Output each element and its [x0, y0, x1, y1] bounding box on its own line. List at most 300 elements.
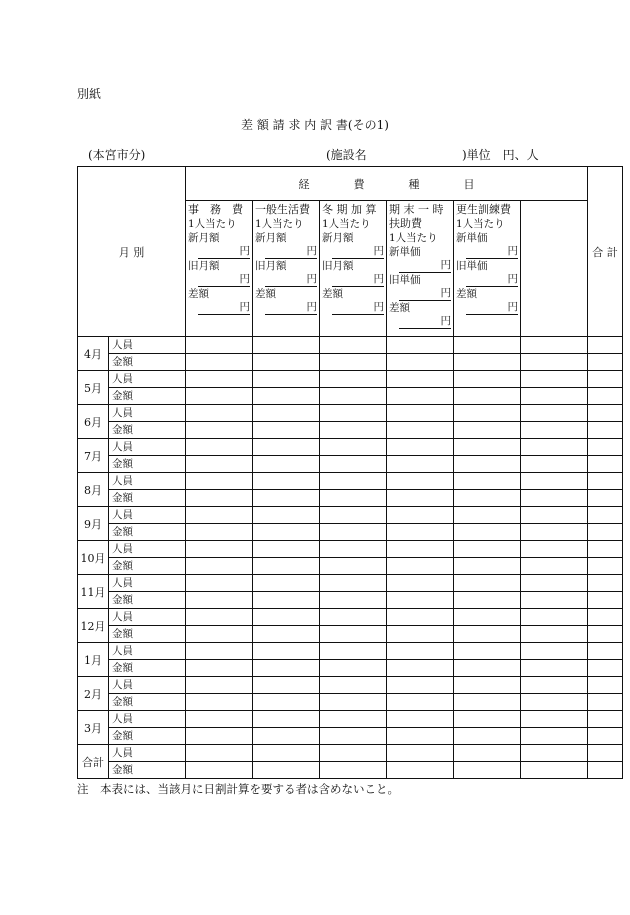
breakdown-table: [77, 166, 623, 779]
data-cell[interactable]: [253, 643, 320, 660]
expense-title: 冬 期 加 算: [322, 203, 377, 216]
table-row: [78, 388, 623, 405]
data-cell[interactable]: [588, 558, 623, 575]
month-label: 12月: [78, 609, 109, 643]
table-row: [78, 762, 623, 779]
data-cell[interactable]: [521, 711, 588, 728]
data-cell[interactable]: [454, 524, 521, 541]
yen-line: 円: [198, 301, 250, 315]
data-cell[interactable]: [521, 626, 588, 643]
data-cell[interactable]: [521, 660, 588, 677]
table-row: [78, 643, 623, 660]
month-label: 8月: [78, 473, 109, 507]
city-label: (本宮市分): [88, 148, 146, 162]
data-cell[interactable]: [387, 694, 454, 711]
table-row: [78, 592, 623, 609]
data-cell[interactable]: [253, 626, 320, 643]
amount-label: 金額: [109, 728, 186, 745]
month-label: 5月: [78, 371, 109, 405]
data-cell[interactable]: [320, 677, 387, 694]
data-cell[interactable]: [253, 337, 320, 354]
new-amount-label: 新月額: [188, 232, 220, 244]
data-cell[interactable]: [253, 592, 320, 609]
data-cell[interactable]: [253, 677, 320, 694]
data-cell[interactable]: [387, 592, 454, 609]
data-cell[interactable]: [521, 677, 588, 694]
month-label: 合計: [78, 745, 109, 779]
data-cell[interactable]: [387, 677, 454, 694]
data-cell[interactable]: [253, 524, 320, 541]
data-cell[interactable]: [521, 507, 588, 524]
people-label: 人員: [109, 643, 186, 660]
people-label: 人員: [109, 541, 186, 558]
data-cell[interactable]: [186, 405, 253, 422]
amount-label: 金額: [109, 660, 186, 677]
data-cell[interactable]: [320, 558, 387, 575]
data-cell[interactable]: [588, 677, 623, 694]
data-cell[interactable]: [387, 660, 454, 677]
table-row: [78, 422, 623, 439]
expense-column-2: [320, 201, 387, 337]
data-cell[interactable]: [387, 643, 454, 660]
table-row: [78, 626, 623, 643]
data-cell[interactable]: [454, 354, 521, 371]
per-person-label: 1人当たり: [255, 218, 304, 230]
data-cell[interactable]: [454, 405, 521, 422]
data-cell[interactable]: [320, 354, 387, 371]
data-cell[interactable]: [387, 609, 454, 626]
data-cell[interactable]: [253, 405, 320, 422]
data-cell[interactable]: [320, 388, 387, 405]
table-row: [78, 490, 623, 507]
table-row: [78, 507, 623, 524]
month-label: 7月: [78, 439, 109, 473]
table-row: [78, 609, 623, 626]
data-cell[interactable]: [588, 575, 623, 592]
amount-label: 金額: [109, 558, 186, 575]
data-cell[interactable]: [186, 558, 253, 575]
data-cell[interactable]: [320, 456, 387, 473]
data-cell[interactable]: [253, 541, 320, 558]
data-cell[interactable]: [253, 456, 320, 473]
yen-line: 円: [399, 259, 451, 273]
data-cell[interactable]: [454, 677, 521, 694]
data-cell[interactable]: [521, 745, 588, 762]
people-label: 人員: [109, 677, 186, 694]
data-cell[interactable]: [186, 388, 253, 405]
amount-label: 金額: [109, 592, 186, 609]
data-cell[interactable]: [454, 643, 521, 660]
old-amount-label: 旧単価: [456, 260, 488, 272]
old-amount-label: 旧月額: [188, 260, 220, 272]
amount-label: 金額: [109, 388, 186, 405]
data-cell[interactable]: [253, 609, 320, 626]
data-cell[interactable]: [521, 541, 588, 558]
expense-column-blank: [521, 201, 588, 337]
data-cell[interactable]: [253, 762, 320, 779]
data-cell[interactable]: [454, 660, 521, 677]
data-cell[interactable]: [320, 626, 387, 643]
data-cell[interactable]: [320, 422, 387, 439]
data-cell[interactable]: [387, 490, 454, 507]
data-cell[interactable]: [320, 592, 387, 609]
data-cell[interactable]: [454, 762, 521, 779]
amount-label: 金額: [109, 626, 186, 643]
data-cell[interactable]: [186, 575, 253, 592]
data-cell[interactable]: [521, 405, 588, 422]
data-cell[interactable]: [521, 592, 588, 609]
data-cell[interactable]: [387, 439, 454, 456]
month-label: 3月: [78, 711, 109, 745]
old-amount-label: 旧月額: [322, 260, 354, 272]
data-cell[interactable]: [186, 592, 253, 609]
data-cell[interactable]: [521, 337, 588, 354]
expense-column-0: [186, 201, 253, 337]
data-cell[interactable]: [186, 711, 253, 728]
data-cell[interactable]: [521, 558, 588, 575]
people-label: 人員: [109, 711, 186, 728]
data-cell[interactable]: [320, 524, 387, 541]
data-cell[interactable]: [588, 524, 623, 541]
yen-line: 円: [198, 245, 250, 259]
data-cell[interactable]: [387, 575, 454, 592]
data-cell[interactable]: [454, 575, 521, 592]
data-cell[interactable]: [320, 371, 387, 388]
data-cell[interactable]: [454, 337, 521, 354]
month-label: 1月: [78, 643, 109, 677]
people-label: 人員: [109, 371, 186, 388]
data-cell[interactable]: [588, 473, 623, 490]
data-cell[interactable]: [588, 405, 623, 422]
month-label: 6月: [78, 405, 109, 439]
data-cell[interactable]: [454, 694, 521, 711]
table-row: [78, 728, 623, 745]
data-cell[interactable]: [521, 643, 588, 660]
data-cell[interactable]: [521, 439, 588, 456]
data-cell[interactable]: [454, 728, 521, 745]
data-cell[interactable]: [387, 337, 454, 354]
per-person-label: 1人当たり: [188, 218, 237, 230]
data-cell[interactable]: [320, 337, 387, 354]
data-cell[interactable]: [387, 354, 454, 371]
data-cell[interactable]: [186, 371, 253, 388]
expense-title: 一般生活費: [255, 203, 310, 216]
difference-label: 差額: [188, 288, 209, 300]
month-label: 11月: [78, 575, 109, 609]
data-cell[interactable]: [454, 473, 521, 490]
table-row: [78, 405, 623, 422]
new-amount-label: 新単価: [456, 232, 488, 244]
data-cell[interactable]: [253, 354, 320, 371]
data-cell[interactable]: [387, 405, 454, 422]
unit-label: )単位 円、人: [462, 148, 539, 162]
data-cell[interactable]: [588, 762, 623, 779]
table-row: [78, 677, 623, 694]
yen-line: 円: [399, 315, 451, 329]
data-cell[interactable]: [454, 371, 521, 388]
data-cell[interactable]: [521, 354, 588, 371]
new-amount-label: 新月額: [322, 232, 354, 244]
people-label: 人員: [109, 405, 186, 422]
data-cell[interactable]: [186, 541, 253, 558]
expense-column-4: [454, 201, 521, 337]
data-cell[interactable]: [521, 456, 588, 473]
data-cell[interactable]: [588, 456, 623, 473]
people-label: 人員: [109, 745, 186, 762]
data-cell[interactable]: [186, 439, 253, 456]
new-amount-label: 新月額: [255, 232, 287, 244]
expense-title: 期 末 一 時: [389, 203, 444, 216]
people-label: 人員: [109, 473, 186, 490]
data-cell[interactable]: [454, 388, 521, 405]
table-row: [78, 660, 623, 677]
data-cell[interactable]: [521, 694, 588, 711]
amount-label: 金額: [109, 490, 186, 507]
data-cell[interactable]: [454, 558, 521, 575]
data-cell[interactable]: [320, 507, 387, 524]
data-cell[interactable]: [186, 626, 253, 643]
data-cell[interactable]: [454, 609, 521, 626]
per-person-label: 1人当たり: [456, 218, 505, 230]
amount-label: 金額: [109, 354, 186, 371]
per-person-label: 1人当たり: [322, 218, 371, 230]
facility-label: (施設名: [326, 148, 367, 162]
data-cell[interactable]: [588, 371, 623, 388]
data-cell[interactable]: [320, 762, 387, 779]
document-title: 差 額 請 求 内 訳 書(その1): [241, 118, 389, 132]
data-cell[interactable]: [588, 541, 623, 558]
data-cell[interactable]: [387, 762, 454, 779]
data-cell[interactable]: [253, 558, 320, 575]
data-cell[interactable]: [253, 660, 320, 677]
data-cell[interactable]: [320, 490, 387, 507]
data-cell[interactable]: [387, 541, 454, 558]
data-cell[interactable]: [454, 592, 521, 609]
data-cell[interactable]: [320, 643, 387, 660]
difference-label: 差額: [255, 288, 276, 300]
yen-line: 円: [466, 273, 518, 287]
new-amount-label: 新単価: [389, 246, 421, 258]
data-cell[interactable]: [387, 745, 454, 762]
data-cell[interactable]: [521, 371, 588, 388]
data-cell[interactable]: [320, 473, 387, 490]
data-cell[interactable]: [387, 456, 454, 473]
expense-title: 事 務 費: [188, 203, 243, 216]
table-row: [78, 558, 623, 575]
data-cell[interactable]: [253, 745, 320, 762]
per-person-label: 1人当たり: [389, 232, 438, 244]
category-header: 経 費 種 目: [186, 167, 588, 201]
data-cell[interactable]: [454, 422, 521, 439]
data-cell[interactable]: [320, 660, 387, 677]
data-cell[interactable]: [588, 643, 623, 660]
table-row: [78, 575, 623, 592]
data-cell[interactable]: [186, 762, 253, 779]
expense-column-3: [387, 201, 454, 337]
amount-label: 金額: [109, 694, 186, 711]
data-cell[interactable]: [253, 422, 320, 439]
data-cell[interactable]: [186, 456, 253, 473]
data-cell[interactable]: [186, 422, 253, 439]
data-cell[interactable]: [521, 388, 588, 405]
table-row: [78, 354, 623, 371]
data-cell[interactable]: [186, 507, 253, 524]
table-row: [78, 694, 623, 711]
data-cell[interactable]: [588, 439, 623, 456]
yen-line: 円: [265, 245, 317, 259]
table-body: [78, 167, 623, 779]
data-cell[interactable]: [320, 609, 387, 626]
month-label: 2月: [78, 677, 109, 711]
data-cell[interactable]: [253, 711, 320, 728]
old-amount-label: 旧月額: [255, 260, 287, 272]
data-cell[interactable]: [521, 524, 588, 541]
data-cell[interactable]: [588, 490, 623, 507]
data-cell[interactable]: [387, 371, 454, 388]
data-cell[interactable]: [186, 745, 253, 762]
expense-title: 更生訓練費: [456, 203, 511, 216]
data-cell[interactable]: [588, 711, 623, 728]
yen-line: 円: [332, 273, 384, 287]
data-cell[interactable]: [186, 609, 253, 626]
data-cell[interactable]: [253, 371, 320, 388]
data-cell[interactable]: [454, 456, 521, 473]
data-cell[interactable]: [588, 592, 623, 609]
data-cell[interactable]: [387, 524, 454, 541]
amount-label: 金額: [109, 456, 186, 473]
data-cell[interactable]: [186, 337, 253, 354]
data-cell[interactable]: [454, 541, 521, 558]
table-row: [78, 371, 623, 388]
data-cell[interactable]: [320, 405, 387, 422]
data-cell[interactable]: [253, 575, 320, 592]
data-cell[interactable]: [588, 388, 623, 405]
yen-line: 円: [466, 301, 518, 315]
data-cell[interactable]: [253, 694, 320, 711]
data-cell[interactable]: [588, 422, 623, 439]
people-label: 人員: [109, 337, 186, 354]
data-cell[interactable]: [253, 473, 320, 490]
data-cell[interactable]: [320, 439, 387, 456]
data-cell[interactable]: [521, 422, 588, 439]
data-cell[interactable]: [387, 473, 454, 490]
amount-label: 金額: [109, 762, 186, 779]
data-cell[interactable]: [588, 507, 623, 524]
data-cell[interactable]: [521, 762, 588, 779]
data-cell[interactable]: [521, 575, 588, 592]
yen-line: 円: [265, 273, 317, 287]
data-cell[interactable]: [320, 728, 387, 745]
data-cell[interactable]: [588, 354, 623, 371]
month-label: 9月: [78, 507, 109, 541]
footnote: 注 本表には、当該月に日割計算を要する者は含めないこと。: [77, 782, 399, 796]
data-cell[interactable]: [253, 388, 320, 405]
data-cell[interactable]: [253, 490, 320, 507]
data-cell[interactable]: [186, 728, 253, 745]
data-cell[interactable]: [320, 575, 387, 592]
data-cell[interactable]: [253, 439, 320, 456]
data-cell[interactable]: [186, 694, 253, 711]
expense-column-1: [253, 201, 320, 337]
total-column-header: 合 計: [588, 167, 623, 337]
data-cell[interactable]: [320, 541, 387, 558]
data-cell[interactable]: [253, 507, 320, 524]
month-column-header: 月 別: [78, 167, 186, 337]
yen-line: 円: [332, 301, 384, 315]
yen-line: 円: [332, 245, 384, 259]
data-cell[interactable]: [454, 490, 521, 507]
data-cell[interactable]: [387, 626, 454, 643]
amount-label: 金額: [109, 524, 186, 541]
expense-title-2: 扶助費: [389, 217, 422, 230]
data-cell[interactable]: [186, 473, 253, 490]
data-cell[interactable]: [320, 711, 387, 728]
data-cell[interactable]: [588, 694, 623, 711]
difference-label: 差額: [389, 302, 410, 314]
difference-label: 差額: [456, 288, 477, 300]
data-cell[interactable]: [186, 660, 253, 677]
people-label: 人員: [109, 609, 186, 626]
data-cell[interactable]: [588, 728, 623, 745]
table-row: [78, 439, 623, 456]
data-cell[interactable]: [454, 745, 521, 762]
data-cell[interactable]: [454, 439, 521, 456]
month-label: 4月: [78, 337, 109, 371]
table-row: [78, 337, 623, 354]
data-cell[interactable]: [186, 524, 253, 541]
data-cell[interactable]: [387, 728, 454, 745]
data-cell[interactable]: [588, 609, 623, 626]
annex-label: 別紙: [77, 87, 102, 101]
amount-label: 金額: [109, 422, 186, 439]
people-label: 人員: [109, 507, 186, 524]
data-cell[interactable]: [186, 490, 253, 507]
data-cell[interactable]: [588, 337, 623, 354]
data-cell[interactable]: [387, 558, 454, 575]
table-row: [78, 745, 623, 762]
data-cell[interactable]: [186, 643, 253, 660]
data-cell[interactable]: [320, 694, 387, 711]
data-cell[interactable]: [588, 660, 623, 677]
table-row: [78, 541, 623, 558]
data-cell[interactable]: [521, 473, 588, 490]
yen-line: 円: [198, 273, 250, 287]
data-cell[interactable]: [387, 507, 454, 524]
data-cell[interactable]: [588, 745, 623, 762]
data-cell[interactable]: [454, 711, 521, 728]
data-cell[interactable]: [588, 626, 623, 643]
data-cell[interactable]: [521, 728, 588, 745]
people-label: 人員: [109, 439, 186, 456]
data-cell[interactable]: [253, 728, 320, 745]
data-cell[interactable]: [186, 677, 253, 694]
data-cell[interactable]: [387, 422, 454, 439]
table-row: [78, 456, 623, 473]
old-amount-label: 旧単価: [389, 274, 421, 286]
data-cell[interactable]: [521, 609, 588, 626]
data-cell[interactable]: [521, 490, 588, 507]
data-cell[interactable]: [454, 507, 521, 524]
data-cell[interactable]: [186, 354, 253, 371]
yen-line: 円: [265, 301, 317, 315]
data-cell[interactable]: [320, 745, 387, 762]
people-label: 人員: [109, 575, 186, 592]
data-cell[interactable]: [387, 711, 454, 728]
data-cell[interactable]: [387, 388, 454, 405]
yen-line: 円: [466, 245, 518, 259]
month-label: 10月: [78, 541, 109, 575]
data-cell[interactable]: [454, 626, 521, 643]
